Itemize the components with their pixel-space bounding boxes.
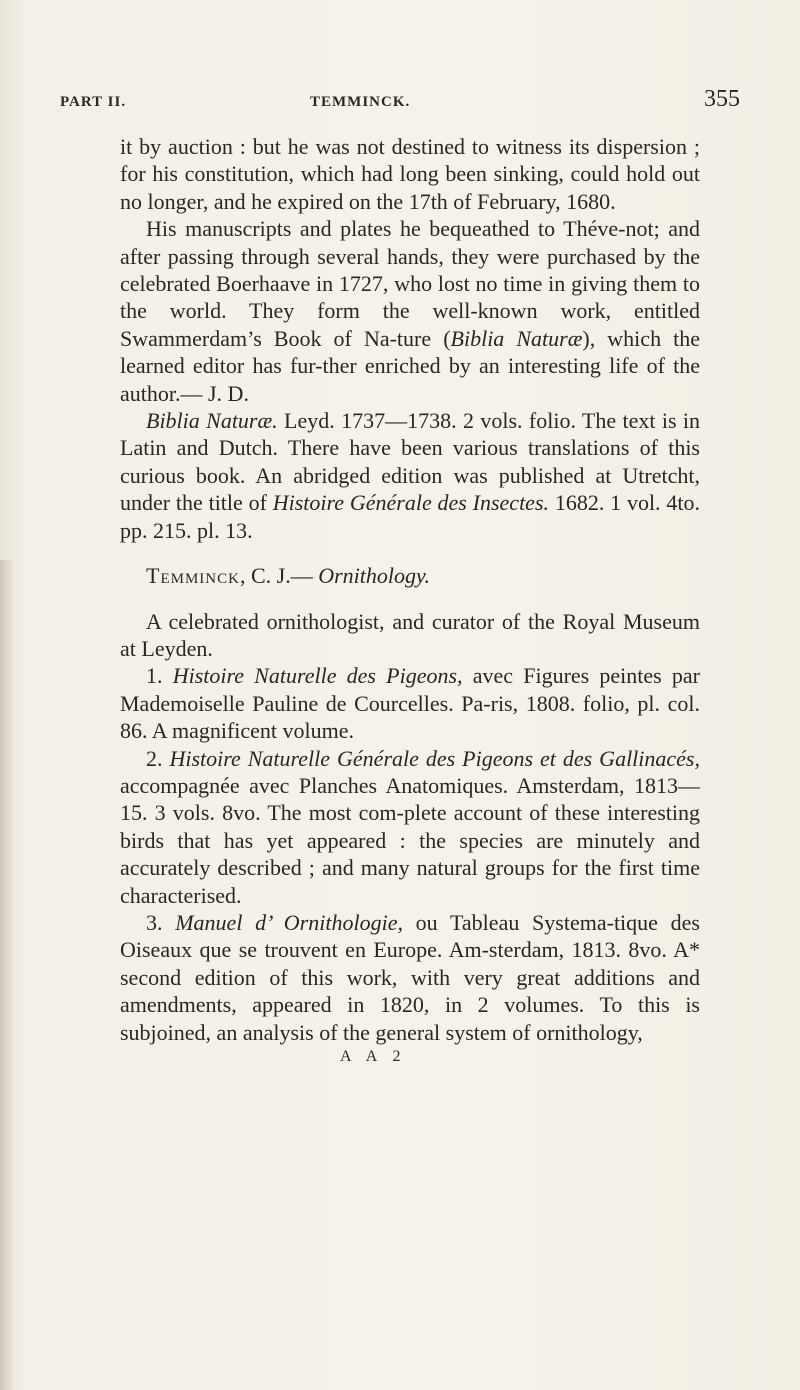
book-title: Histoire Naturelle Générale des Pigeons et des Gallinacés, — [169, 745, 700, 771]
item-number: 3. — [146, 909, 176, 935]
list-item — [120, 909, 700, 1046]
entry-initials: , C. J.— — [239, 563, 319, 589]
entry-subject: Ornithology. — [318, 563, 431, 589]
paragraph — [120, 215, 700, 407]
body-text — [120, 133, 700, 1068]
paragraph-text: His manuscripts and plates he bequeathed to Théve-not; and after passing through several hands, they were purchased by the celebrated Boerhaave in 1727, who lost no time in giving them to the world. They form the well-known work, entitled Swammerdam’s Book of Na-ture ( — [120, 216, 700, 351]
book-title: Histoire Générale des Insectes. — [272, 490, 550, 516]
entry-heading — [120, 562, 700, 589]
book-title: Histoire Naturelle des Pigeons, — [172, 663, 463, 689]
paragraph-text: A celebrated ornithologist, and curator of the Royal Museum at Leyden. — [120, 608, 700, 661]
paragraph-text: accompagnée avec Planches Anatomiques. Amsterdam, 1813—15. 3 vols. 8vo. The most com-plete account of these interesting birds that has yet appeared : the species are minutely and accurately described ; and many natural groups for the first time characterised. — [120, 772, 700, 908]
paragraph — [120, 133, 700, 215]
paragraph-text: ou Tableau Systema-tique des Oiseaux que se trouvent en Europe. Am-sterdam, 1813. 8vo. A* second edition of this work, with very great additions and amendments, appeared in 1820, in 2 volumes. To this is subjoined, an analysis of the general system of ornithology, — [120, 909, 700, 1045]
page-number: 355 — [704, 86, 740, 112]
paragraph — [120, 407, 700, 544]
item-number: 2. — [146, 745, 170, 771]
binding-shadow — [0, 560, 14, 1390]
paragraph — [120, 608, 700, 663]
paragraph-text: avec Figures peintes par Mademoiselle Pauline de Courcelles. Pa-ris, 1808. folio, pl. col. 86. A magnificent volume. — [120, 663, 700, 744]
paragraph-text: Leyd. 1737—1738. 2 vols. folio. The text is in Latin and Dutch. There have been various translations of this curious book. An abridged edition was published at Utretcht, under the title of — [120, 408, 700, 516]
book-title: Biblia Naturæ. — [146, 408, 278, 434]
list-item — [120, 745, 700, 909]
running-head — [60, 86, 740, 116]
part-label: PART II. — [60, 94, 127, 110]
paragraph-text: 1682. 1 vol. 4to. pp. 215. pl. 13. — [120, 490, 700, 543]
section-title: TEMMINCK. — [310, 94, 411, 110]
item-number: 1. — [146, 663, 173, 689]
book-title: Biblia Naturæ — [450, 325, 583, 351]
paragraph-text: ), which the learned editor has fur-ther enriched by an interesting life of the author.— J. D. — [120, 325, 701, 406]
paragraph-text: it by auction : but he was not destined to witness its dispersion ; for his constitution, which had long been sinking, could hold out no longer, and he expired on the 17th of February, 1680. — [120, 134, 700, 214]
list-item — [120, 662, 700, 744]
entry-author: Temminck — [146, 563, 240, 589]
book-title: Manuel d’ Ornithologie, — [175, 909, 403, 935]
signature-mark: A A 2 — [340, 1048, 407, 1065]
